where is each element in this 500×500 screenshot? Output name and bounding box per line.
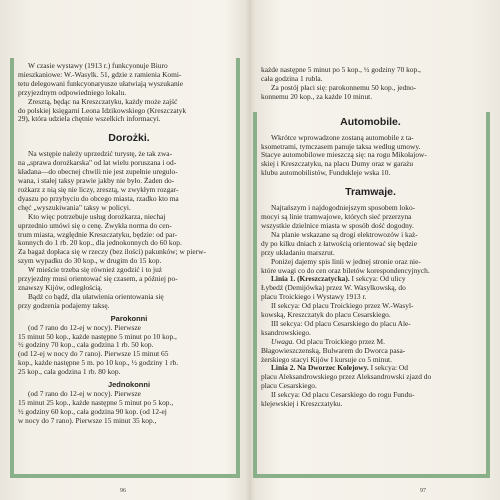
text-fragment: Od placu Troickiego przez M.: [296, 336, 385, 346]
text-line: Za bagaż dopłaca się w rzeczy (bez ilości) pakunków; w pierw-: [18, 247, 206, 257]
right-page-border-left: [253, 112, 257, 474]
text-fragment: I sekcya: Od ulicy: [351, 274, 406, 284]
text-line: Błagowieszczenską, Bulwarem do Dworca pasa-: [261, 345, 406, 355]
page-number-right: 97: [420, 488, 426, 494]
automobile-paragraph: [261, 134, 480, 179]
text-line: konnemu 20 kop., za każde 10 minut.: [261, 91, 373, 101]
parokonni-paragraph: [18, 324, 240, 377]
text-line: przyjezdnym odpowiedniego lokalu.: [18, 87, 127, 97]
text-line: cała godzina 1 rubla.: [261, 73, 323, 83]
tramwaje-paragraph: [261, 204, 480, 275]
text-line: kowską, Kreszczatyk do placu Cesarskiego.: [261, 310, 391, 320]
text-line: które uwagi co do cen oraz biletów korespondencyjnych.: [261, 265, 430, 275]
linia-1-label: Linia 1. (Kreszczatycka).: [271, 274, 350, 284]
text-line: Na wstępie należy uprzedzić turystę, że tak zwa-: [28, 149, 173, 159]
text-line: Poniżej dajemy spis linii w jednej stronie oraz nie-: [271, 256, 421, 266]
text-line: żerskiego stacyi Kijów I kursuje co 5 minut.: [261, 354, 392, 364]
text-line: skiej i Kreszczatyku, na placu Dumy oraz w garażu: [261, 159, 414, 169]
left-page: [18, 62, 240, 480]
right-top-paragraph: [261, 66, 480, 102]
text-line: kop., każde następne 5 m. po 10 kop., ½ godziny 1 rb.: [18, 358, 179, 368]
text-line: do polskiej księgarni Leona Idzikowskiego (Kreszczatyk: [18, 105, 187, 115]
intro-paragraph: [18, 62, 240, 124]
text-line: II sekcya: Od placu Troickiego przez W.-Wasyl-: [271, 301, 414, 311]
text-line: Wkrótce wprowadzone zostaną automobile z ta-: [271, 132, 414, 142]
text-line: przyjezdny musi orientować się czasem, a później po-: [18, 274, 178, 284]
text-line: Na planie wskazane są drogi elektrowozów i każ-: [271, 229, 418, 239]
text-line: przy układaniu marszrut.: [261, 247, 335, 257]
text-line: 15 minut 25 kop., każde następne 5 minut po 5 kop.,: [18, 398, 174, 407]
text-line: każde następne 5 minut po 5 kop., ½ godziny 70 kop.,: [261, 66, 421, 74]
text-line: III sekcya: Od placu Cesarskiego do placu Ale-: [271, 318, 411, 328]
text-line: szym wypadku do 30 kop., w drugim do 15 kop.: [18, 256, 162, 266]
text-line: Za postój płaci się: parokonnemu 50 kop., jedno-: [271, 82, 417, 92]
text-line: dy po kilku dniach z łatwością orientować się będzie: [261, 238, 417, 248]
jednokonni-label: Jednokonni: [107, 380, 151, 390]
text-line: klejewskiej i Kreszczatyku.: [261, 399, 343, 409]
text-line: na „sprawa dorożkarska" od lat wielu poruszana i od-: [18, 158, 177, 168]
text-line: chęć „wyszukiwania" taksy w policyi.: [18, 202, 131, 212]
linia-2-paragraph: [261, 364, 480, 409]
page-number-left: 96: [120, 488, 126, 494]
heading-automobile: Automobile.: [340, 115, 401, 128]
linia-1-paragraph: [261, 275, 480, 337]
text-line: przy godzenia podajemy taksę.: [18, 300, 110, 310]
text-line: 15 minut 50 kop., każde następne 5 minut po 10 kop.,: [18, 331, 177, 341]
text-line: placu Cesarskiego.: [261, 381, 317, 391]
text-line: dyaszu po przybyciu do obcego miasta, rzadko kto ma: [18, 193, 179, 203]
text-line: konnych do 1 rb. 20 kop., dla jednokonnych do 60 kop.: [18, 238, 182, 248]
dorozki-paragraph: [18, 150, 240, 310]
text-line: Kto więc potrzebuje usług dorożkarza, niechaj: [28, 211, 166, 221]
text-line: ½ godziny 70 kop., cała godzina 1 rb. 50 kop.: [18, 340, 154, 350]
uwaga-label: Uwaga.: [271, 336, 295, 346]
jednokonni-paragraph: [18, 390, 240, 426]
text-line: klubu automobilistów, Fundukleje wska 10.: [261, 168, 391, 178]
text-line: W mieście trzeba się również zgodzić i to już: [28, 265, 163, 275]
text-line: mieszkaniowe: W.-Wasylk. 51, gdzie z ramienia Komi-: [18, 69, 182, 79]
text-line: uprzednio umówi się o cenę. Zwykła norma do cen-: [18, 220, 172, 230]
heading-dorozki: Dorożki.: [108, 132, 150, 145]
text-line: wszystkie dzielnice miasta w sposób dość dogodny.: [261, 220, 414, 230]
text-line: Najtańszym i najdogodniejszym sposobem loko-: [271, 203, 416, 213]
uwaga-paragraph: [261, 338, 480, 365]
right-page: [261, 66, 480, 484]
text-fragment: I sekcya: Od: [370, 363, 408, 373]
text-line: placu Troickiego i Wystawy 1913 r.: [261, 292, 367, 302]
linia-2-label: Linia 2. Na Dworzec Kolejowy.: [271, 363, 369, 373]
text-line: rożkarz z nią się nie liczy, zresztą, w zwykłym rozgar-: [18, 184, 179, 194]
heading-tramwaje: Tramwaje.: [345, 186, 396, 199]
text-line: placu Aleksandrowskiego przez Aleksandrowski zjazd do: [261, 372, 432, 382]
text-line: ½ godziny 60 kop., cała godzina 90 kop. (od 12-ej: [18, 406, 167, 416]
text-line: (od 12-ej w nocy do 7 rano). Pierwsze 15 minut 65: [18, 349, 169, 359]
text-line: mocyi są linie tramwajowe, których sieć przerzyna: [261, 212, 412, 222]
text-line: Łybedź (Demijówka) przez W. Wasylkowską, do: [261, 283, 406, 293]
text-line: tetu delegowani funkcyonaryusze ułatwiają wyszukanie: [18, 78, 183, 88]
text-line: trum miasta, względnie Kreszczatyku, będzie: od par-: [18, 229, 178, 239]
text-line: Stacye automobilowe mieszczą się: na rogu Mikołajow-: [261, 150, 427, 160]
text-line: W czasie wystawy (1913 r.) funkcyonuje Biuro: [28, 62, 168, 70]
text-line: (od 7 rano do 12-ej w nocy). Pierwsze: [28, 322, 141, 332]
text-line: Zresztą, będąc na Kreszczatyku, każdy może zajść: [28, 96, 178, 106]
text-line: kładana—do obecnej chwili nie jest zupełnie uregulo-: [18, 167, 178, 177]
text-line: w nocy do 7 rano). Pierwsze 15 minut 35 kop.,: [18, 415, 157, 425]
text-line: wana, i stałej taksy prawie jakby nie było. Żaden do-: [18, 176, 175, 186]
text-line: znawszy Kijów, odległością.: [18, 282, 103, 292]
parokonni-label: Parokonni: [110, 313, 148, 323]
text-line: II sekcya: Od placu Cesarskiego do rogu Fundu-: [271, 390, 415, 400]
text-line: (od 7 rano do 12-ej w nocy). Pierwsze: [28, 389, 141, 399]
text-line: ksometrami, tymczasem panuje taksa według umowy.: [261, 141, 421, 151]
text-line: ksandrowskiego.: [261, 327, 311, 337]
text-line: Bądź co bądź, dla ułatwienia orientowania się: [28, 291, 164, 301]
text-line: 25 kop., cała godzina 1 rb. 80 kop.: [18, 367, 121, 377]
left-page-border-left: [10, 58, 14, 476]
right-page-border-right: [486, 112, 490, 474]
text-line: 29), która udziela chętnie wszelkich informacyi.: [18, 114, 161, 124]
